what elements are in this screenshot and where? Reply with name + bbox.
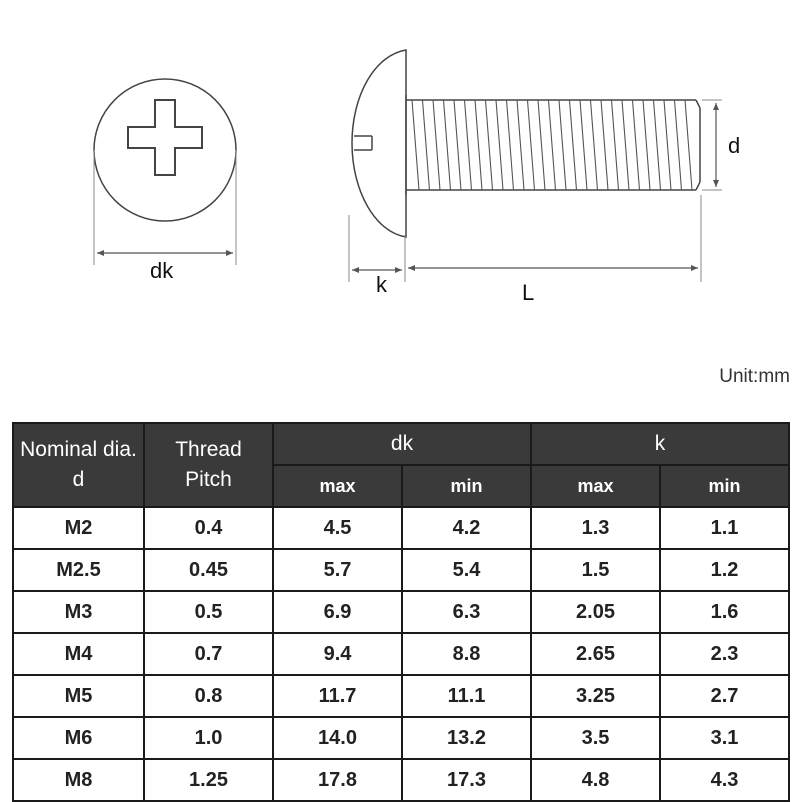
thread-line xyxy=(633,100,640,190)
thread-line xyxy=(591,100,598,190)
cell-pitch: 0.4 xyxy=(144,507,273,549)
cell-size: M4 xyxy=(13,633,144,675)
thread-line xyxy=(643,100,650,190)
cell-dk-min: 11.1 xyxy=(402,675,531,717)
cell-size: M2.5 xyxy=(13,549,144,591)
cell-size: M2 xyxy=(13,507,144,549)
header-dk: dk xyxy=(273,423,531,465)
cell-k-min: 4.3 xyxy=(660,759,789,801)
thread-line xyxy=(559,100,566,190)
thread-line xyxy=(465,100,472,190)
cell-dk-max: 9.4 xyxy=(273,633,402,675)
cell-k-max: 2.05 xyxy=(531,591,660,633)
cell-k-min: 2.3 xyxy=(660,633,789,675)
k-label: k xyxy=(376,272,387,297)
table-row xyxy=(13,507,789,549)
thread-line xyxy=(622,100,629,190)
cell-pitch: 0.8 xyxy=(144,675,273,717)
header-k: k xyxy=(531,423,789,465)
cell-pitch: 0.5 xyxy=(144,591,273,633)
cell-k-max: 4.8 xyxy=(531,759,660,801)
d-label: d xyxy=(728,133,741,158)
thread-line xyxy=(570,100,577,190)
cell-k-max: 1.3 xyxy=(531,507,660,549)
cell-k-max: 1.5 xyxy=(531,549,660,591)
cell-size: M5 xyxy=(13,675,144,717)
screw-diagram xyxy=(0,0,800,360)
thread-line xyxy=(444,100,451,190)
thread-line xyxy=(486,100,493,190)
thread-line xyxy=(507,100,514,190)
thread-line xyxy=(612,100,619,190)
cell-dk-max: 14.0 xyxy=(273,717,402,759)
dk-label: dk xyxy=(150,258,174,283)
spec-table xyxy=(12,422,790,802)
head-top-view xyxy=(94,79,236,283)
cell-size: M3 xyxy=(13,591,144,633)
header-nominal-line1: Nominal dia. xyxy=(20,438,137,461)
L-label: L xyxy=(522,280,535,305)
unit-label: Unit:mm xyxy=(719,366,790,387)
cell-dk-min: 5.4 xyxy=(402,549,531,591)
thread-line xyxy=(423,100,430,190)
thread-line xyxy=(549,100,556,190)
cell-dk-max: 17.8 xyxy=(273,759,402,801)
cell-pitch: 0.45 xyxy=(144,549,273,591)
thread-line xyxy=(454,100,461,190)
cell-pitch: 1.0 xyxy=(144,717,273,759)
thread-line xyxy=(685,100,692,190)
cell-k-min: 3.1 xyxy=(660,717,789,759)
thread-line xyxy=(496,100,503,190)
header-dk-max: max xyxy=(273,465,402,507)
thread-line xyxy=(517,100,524,190)
thread-line xyxy=(654,100,661,190)
cell-k-min: 1.2 xyxy=(660,549,789,591)
table-row xyxy=(13,759,789,801)
thread-line xyxy=(475,100,482,190)
thread-line xyxy=(675,100,682,190)
header-nominal-dia xyxy=(13,423,144,507)
cell-size: M6 xyxy=(13,717,144,759)
header-pitch-line1: Thread xyxy=(175,438,242,461)
cell-dk-min: 8.8 xyxy=(402,633,531,675)
table-row xyxy=(13,549,789,591)
header-nominal-line2: d xyxy=(72,468,85,491)
cell-k-max: 3.5 xyxy=(531,717,660,759)
table-row xyxy=(13,675,789,717)
thread-line xyxy=(412,100,419,190)
cell-dk-max: 4.5 xyxy=(273,507,402,549)
cell-dk-max: 5.7 xyxy=(273,549,402,591)
cell-dk-min: 6.3 xyxy=(402,591,531,633)
cell-dk-min: 4.2 xyxy=(402,507,531,549)
header-pitch-line2: Pitch xyxy=(185,468,232,491)
table-row xyxy=(13,633,789,675)
cell-dk-max: 11.7 xyxy=(273,675,402,717)
thread-line xyxy=(528,100,535,190)
screw-side-view xyxy=(349,50,740,305)
cell-size: M8 xyxy=(13,759,144,801)
thread-line xyxy=(538,100,545,190)
header-k-min: min xyxy=(660,465,789,507)
thread-line xyxy=(601,100,608,190)
cell-k-min: 1.1 xyxy=(660,507,789,549)
cell-k-max: 2.65 xyxy=(531,633,660,675)
cell-dk-min: 13.2 xyxy=(402,717,531,759)
table-row xyxy=(13,591,789,633)
thread-line xyxy=(433,100,440,190)
cell-dk-min: 17.3 xyxy=(402,759,531,801)
header-dk-min: min xyxy=(402,465,531,507)
header-k-max: max xyxy=(531,465,660,507)
cell-k-max: 3.25 xyxy=(531,675,660,717)
table-row xyxy=(13,717,789,759)
cell-pitch: 0.7 xyxy=(144,633,273,675)
cell-k-min: 2.7 xyxy=(660,675,789,717)
thread-shank xyxy=(406,95,700,195)
cell-k-min: 1.6 xyxy=(660,591,789,633)
thread-line xyxy=(664,100,671,190)
cell-dk-max: 6.9 xyxy=(273,591,402,633)
header-thread-pitch xyxy=(144,423,273,507)
thread-line xyxy=(580,100,587,190)
cell-pitch: 1.25 xyxy=(144,759,273,801)
